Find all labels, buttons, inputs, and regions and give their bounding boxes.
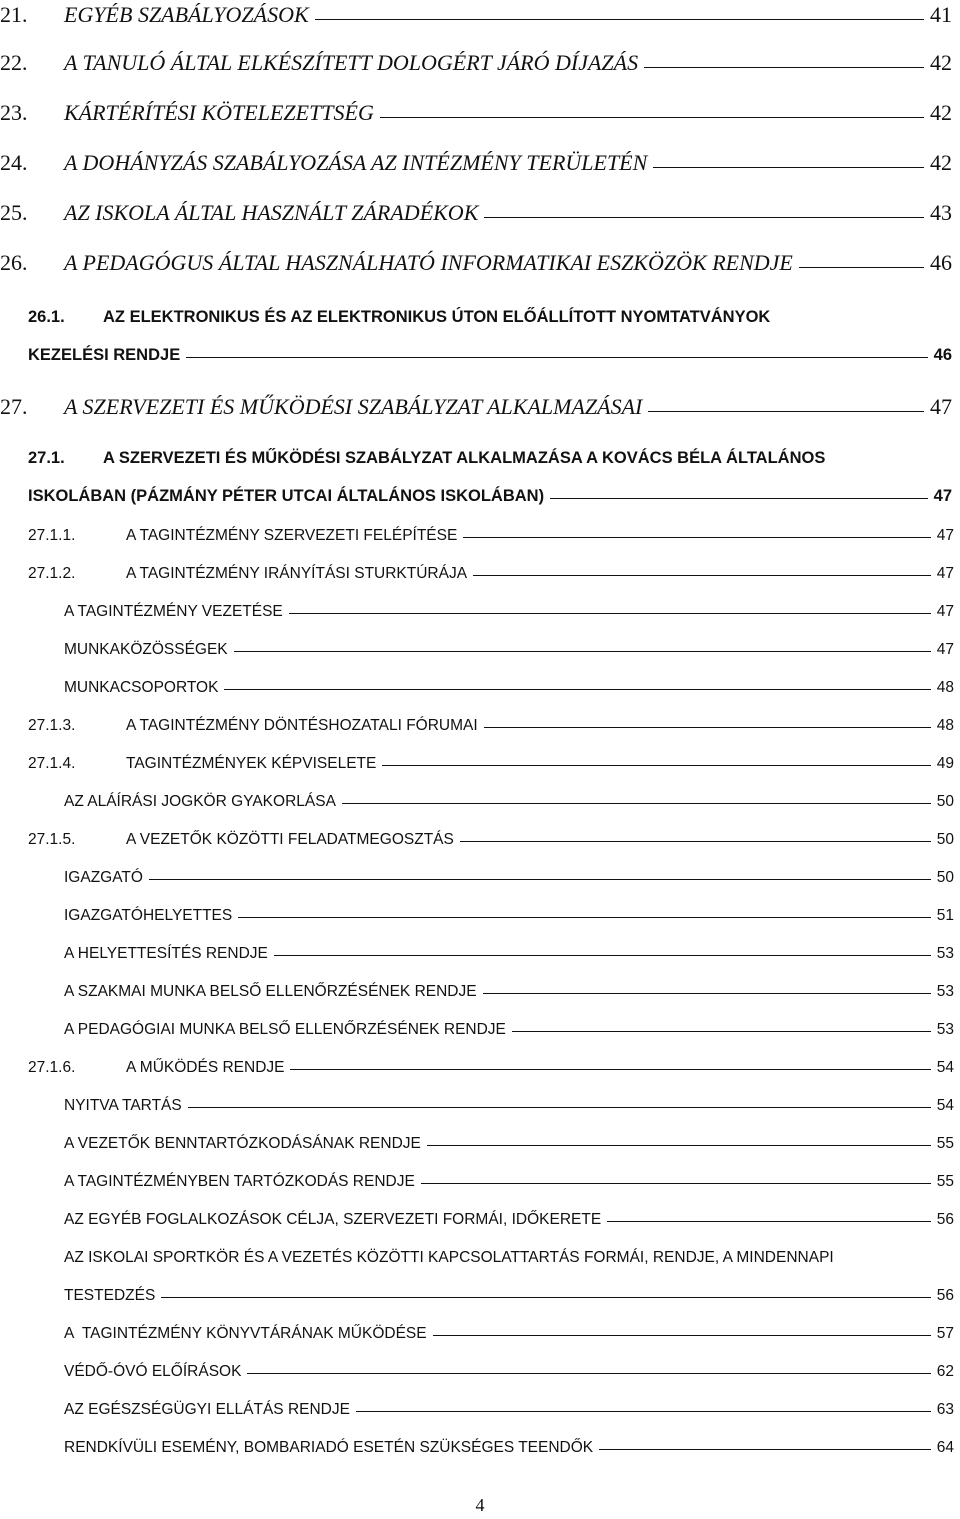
toc-leader bbox=[224, 689, 930, 690]
toc-number: 27.1.2. bbox=[28, 565, 76, 582]
toc-leader bbox=[188, 1107, 931, 1108]
toc-page: 42 bbox=[930, 50, 952, 75]
toc-number: 27.1.1. bbox=[28, 527, 76, 544]
toc-leader bbox=[599, 1449, 931, 1450]
toc-page: 47 bbox=[936, 565, 954, 582]
toc-page: 62 bbox=[936, 1363, 954, 1380]
toc-title: A PEDAGÓGIAI MUNKA BELSŐ ELLENŐRZÉSÉNEK RENDJE bbox=[64, 1021, 506, 1038]
toc-page: 48 bbox=[936, 679, 954, 696]
toc-entry-27-1-1[interactable] bbox=[28, 527, 954, 545]
toc-leader bbox=[421, 1183, 931, 1184]
toc-leader bbox=[473, 575, 931, 576]
toc-leader bbox=[512, 1031, 931, 1032]
toc-leader bbox=[149, 879, 931, 880]
toc-title: A TAGINTÉZMÉNY SZERVEZETI FELÉPÍTÉSE bbox=[126, 527, 458, 544]
toc-entry-nyitva-tartas[interactable] bbox=[64, 1097, 954, 1115]
toc-title: MUNKAKÖZÖSSÉGEK bbox=[64, 641, 228, 658]
toc-page: 47 bbox=[930, 394, 952, 419]
toc-leader bbox=[483, 993, 931, 994]
toc-leader bbox=[644, 67, 924, 68]
toc-leader bbox=[550, 498, 928, 499]
toc-entry-tagintezmenyben-tartozkodas[interactable] bbox=[64, 1173, 954, 1191]
toc-number: 26. bbox=[0, 250, 28, 275]
toc-title: A TAGINTÉZMÉNY VEZETÉSE bbox=[64, 603, 283, 620]
toc-title-continued: ISKOLÁBAN (PÁZMÁNY PÉTER UTCAI ÁLTALÁNOS ISKOLÁBAN) bbox=[28, 487, 545, 505]
toc-number: 22. bbox=[0, 50, 28, 75]
toc-leader bbox=[433, 1335, 931, 1336]
toc-entry-27-1-5[interactable] bbox=[28, 831, 954, 849]
toc-page: 56 bbox=[936, 1287, 954, 1304]
toc-leader bbox=[234, 651, 931, 652]
toc-title: A PEDAGÓGUS ÁLTAL HASZNÁLHATÓ INFORMATIKAI ESZKÖZÖK RENDJE bbox=[64, 250, 793, 275]
toc-entry-igazgato[interactable] bbox=[64, 869, 954, 887]
toc-leader bbox=[186, 357, 927, 358]
toc-leader bbox=[274, 955, 931, 956]
toc-entry-sportkor-kapcsolattartas-cont[interactable] bbox=[64, 1287, 954, 1305]
toc-page: 53 bbox=[936, 983, 954, 1000]
toc-entry-munkacsoportok[interactable] bbox=[64, 679, 954, 697]
toc-entry-egyeb-foglalkozasok[interactable] bbox=[64, 1211, 954, 1229]
toc-page: 47 bbox=[936, 603, 954, 620]
toc-leader bbox=[799, 267, 924, 268]
toc-entry-tagintezmeny-vezetese[interactable] bbox=[64, 603, 954, 621]
toc-page: 47 bbox=[936, 527, 954, 544]
toc-entry-25[interactable] bbox=[0, 200, 952, 226]
toc-entry-igazgatohelyettes[interactable] bbox=[64, 907, 954, 925]
toc-leader bbox=[382, 765, 930, 766]
toc-number: 21. bbox=[0, 2, 28, 27]
toc-title: A SZERVEZETI ÉS MŰKÖDÉSI SZABÁLYZAT ALKALMAZÁSAI bbox=[64, 394, 643, 419]
toc-title: NYITVA TARTÁS bbox=[64, 1097, 182, 1114]
toc-leader bbox=[653, 167, 924, 168]
toc-title: A HELYETTESÍTÉS RENDJE bbox=[64, 945, 268, 962]
toc-page: 50 bbox=[936, 869, 954, 886]
toc-number: 27.1.5. bbox=[28, 831, 76, 848]
toc-leader bbox=[289, 613, 931, 614]
toc-title: TAGINTÉZMÉNYEK KÉPVISELETE bbox=[126, 755, 377, 772]
toc-page: 53 bbox=[936, 945, 954, 962]
toc-page: 50 bbox=[936, 831, 954, 848]
toc-leader bbox=[463, 537, 930, 538]
toc-entry-munkakozossegek[interactable] bbox=[64, 641, 954, 659]
toc-leader bbox=[161, 1297, 930, 1298]
toc-entry-24[interactable] bbox=[0, 150, 952, 176]
toc-entry-21[interactable] bbox=[0, 2, 952, 28]
toc-title: AZ EGYÉB FOGLALKOZÁSOK CÉLJA, SZERVEZETI FORMÁI, IDŐKERETE bbox=[64, 1211, 602, 1228]
toc-entry-vedo-ovo-eloirasok[interactable] bbox=[64, 1363, 954, 1381]
toc-title: A TAGINTÉZMÉNY DÖNTÉSHOZATALI FÓRUMAI bbox=[126, 717, 478, 734]
toc-entry-pedagogiai-munka-ellenorzese[interactable] bbox=[64, 1021, 954, 1039]
toc-page: 63 bbox=[936, 1401, 954, 1418]
toc-leader bbox=[484, 217, 924, 218]
toc-number: 24. bbox=[0, 150, 28, 175]
toc-number: 27. bbox=[0, 394, 28, 419]
toc-title: A SZAKMAI MUNKA BELSŐ ELLENŐRZÉSÉNEK RENDJE bbox=[64, 983, 477, 1000]
toc-leader bbox=[648, 411, 924, 412]
toc-number: 27.1.6. bbox=[28, 1059, 76, 1076]
toc-entry-23[interactable] bbox=[0, 100, 952, 126]
toc-number: 23. bbox=[0, 100, 28, 125]
toc-title: EGYÉB SZABÁLYOZÁSOK bbox=[64, 2, 309, 27]
toc-leader bbox=[460, 841, 931, 842]
toc-page: 42 bbox=[930, 150, 952, 175]
toc-entry-alairasi-jogkor[interactable] bbox=[64, 793, 954, 811]
toc-entry-26-1-cont[interactable] bbox=[28, 346, 952, 365]
toc-title: IGAZGATÓHELYETTES bbox=[64, 907, 233, 924]
toc-title: A TAGINTÉZMÉNYBEN TARTÓZKODÁS RENDJE bbox=[64, 1173, 415, 1190]
toc-title: AZ ALÁÍRÁSI JOGKÖR GYAKORLÁSA bbox=[64, 793, 336, 810]
toc-entry-27-1-3[interactable] bbox=[28, 717, 954, 735]
toc-title: MUNKACSOPORTOK bbox=[64, 679, 219, 696]
toc-page: 51 bbox=[936, 907, 954, 924]
toc-leader bbox=[484, 727, 931, 728]
toc-leader bbox=[356, 1411, 931, 1412]
toc-title-continued: TESTEDZÉS bbox=[64, 1287, 156, 1304]
toc-leader bbox=[315, 19, 924, 20]
toc-title-continued: KEZELÉSI RENDJE bbox=[28, 346, 181, 364]
toc-number: 25. bbox=[0, 200, 28, 225]
toc-title: KÁRTÉRÍTÉSI KÖTELEZETTSÉG bbox=[64, 100, 374, 125]
toc-entry-26[interactable] bbox=[0, 250, 952, 276]
toc-page: 46 bbox=[933, 346, 952, 364]
toc-title: IGAZGATÓ bbox=[64, 869, 143, 886]
toc-leader bbox=[427, 1145, 931, 1146]
toc-page: 54 bbox=[936, 1059, 954, 1076]
toc-entry-27-1-4[interactable] bbox=[28, 755, 954, 773]
toc-number: 27.1.3. bbox=[28, 717, 76, 734]
toc-entry-27-1-6[interactable] bbox=[28, 1059, 954, 1077]
toc-page: 54 bbox=[936, 1097, 954, 1114]
toc-title: RENDKÍVÜLI ESEMÉNY, BOMBARIADÓ ESETÉN SZÜKSÉGES TEENDŐK bbox=[64, 1439, 594, 1456]
toc-title: A VEZETŐK BENNTARTÓZKODÁSÁNAK RENDJE bbox=[64, 1135, 421, 1152]
toc-entry-sportkor-kapcsolattartas[interactable] bbox=[64, 1249, 954, 1267]
toc-title: A DOHÁNYZÁS SZABÁLYOZÁSA AZ INTÉZMÉNY TERÜLETÉN bbox=[64, 150, 648, 175]
toc-page: 55 bbox=[936, 1135, 954, 1152]
toc-title: A TAGINTÉZMÉNY KÖNYVTÁRÁNAK MŰKÖDÉSE bbox=[64, 1325, 427, 1342]
toc-leader bbox=[342, 803, 931, 804]
toc-title: A MŰKÖDÉS RENDJE bbox=[126, 1059, 285, 1076]
toc-page: 42 bbox=[930, 100, 952, 125]
toc-entry-27-1-cont[interactable] bbox=[28, 487, 952, 506]
toc-title: A TANULÓ ÁLTAL ELKÉSZÍTETT DOLOGÉRT JÁRÓ DÍJAZÁS bbox=[64, 50, 639, 75]
toc-page: 46 bbox=[930, 250, 952, 275]
toc-leader bbox=[380, 117, 924, 118]
toc-page: 43 bbox=[930, 200, 952, 225]
toc-page: 53 bbox=[936, 1021, 954, 1038]
toc-entry-konyvtar-mukodese[interactable] bbox=[64, 1325, 954, 1343]
toc-entry-egeszsegugyi-ellatas[interactable] bbox=[64, 1401, 954, 1419]
toc-page: 47 bbox=[933, 487, 952, 505]
toc-page: 41 bbox=[930, 2, 952, 27]
toc-entry-27[interactable] bbox=[0, 394, 952, 420]
toc-number: 26.1. bbox=[28, 308, 65, 326]
toc-entry-vezetok-benntartozkodasa[interactable] bbox=[64, 1135, 954, 1153]
toc-title: AZ ISKOLAI SPORTKÖR ÉS A VEZETÉS KÖZÖTTI KAPCSOLATTARTÁS FORMÁI, RENDJE, A MINDENNAPI bbox=[64, 1249, 834, 1266]
toc-page: 48 bbox=[936, 717, 954, 734]
toc-number: 27.1. bbox=[28, 449, 65, 467]
toc-page: 55 bbox=[936, 1173, 954, 1190]
toc-leader bbox=[247, 1373, 930, 1374]
toc-title: AZ ELEKTRONIKUS ÉS AZ ELEKTRONIKUS ÚTON ELŐÁLLÍTOTT NYOMTATVÁNYOK bbox=[103, 308, 771, 326]
toc-leader bbox=[290, 1069, 930, 1070]
toc-title: AZ ISKOLA ÁLTAL HASZNÁLT ZÁRADÉKOK bbox=[64, 200, 479, 225]
toc-entry-helyettesites-rendje[interactable] bbox=[64, 945, 954, 963]
toc-entry-27-1[interactable] bbox=[28, 449, 952, 468]
toc-page: 57 bbox=[936, 1325, 954, 1342]
toc-title: A SZERVEZETI ÉS MŰKÖDÉSI SZABÁLYZAT ALKALMAZÁSA A KOVÁCS BÉLA ÁLTALÁNOS bbox=[103, 449, 826, 467]
toc-entry-rendkivuli-esemeny[interactable] bbox=[64, 1439, 954, 1457]
toc-page: 50 bbox=[936, 793, 954, 810]
toc-title: AZ EGÉSZSÉGÜGYI ELLÁTÁS RENDJE bbox=[64, 1401, 350, 1418]
toc-leader bbox=[238, 917, 931, 918]
toc-title: VÉDŐ-ÓVÓ ELŐÍRÁSOK bbox=[64, 1363, 242, 1380]
toc-entry-27-1-2[interactable] bbox=[28, 565, 954, 583]
toc-page: 56 bbox=[936, 1211, 954, 1228]
toc-entry-szakmai-munka-ellenorzese[interactable] bbox=[64, 983, 954, 1001]
toc-entry-26-1[interactable] bbox=[28, 308, 952, 327]
toc-page: 47 bbox=[936, 641, 954, 658]
toc-page: 64 bbox=[936, 1439, 954, 1456]
toc-title: A TAGINTÉZMÉNY IRÁNYÍTÁSI STURKTÚRÁJA bbox=[126, 565, 468, 582]
toc-page: 49 bbox=[936, 755, 954, 772]
page-number: 4 bbox=[475, 1495, 485, 1515]
toc-entry-22[interactable] bbox=[0, 50, 952, 76]
toc-title: A VEZETŐK KÖZÖTTI FELADATMEGOSZTÁS bbox=[126, 831, 454, 848]
toc-number: 27.1.4. bbox=[28, 755, 76, 772]
toc-leader bbox=[607, 1221, 931, 1222]
